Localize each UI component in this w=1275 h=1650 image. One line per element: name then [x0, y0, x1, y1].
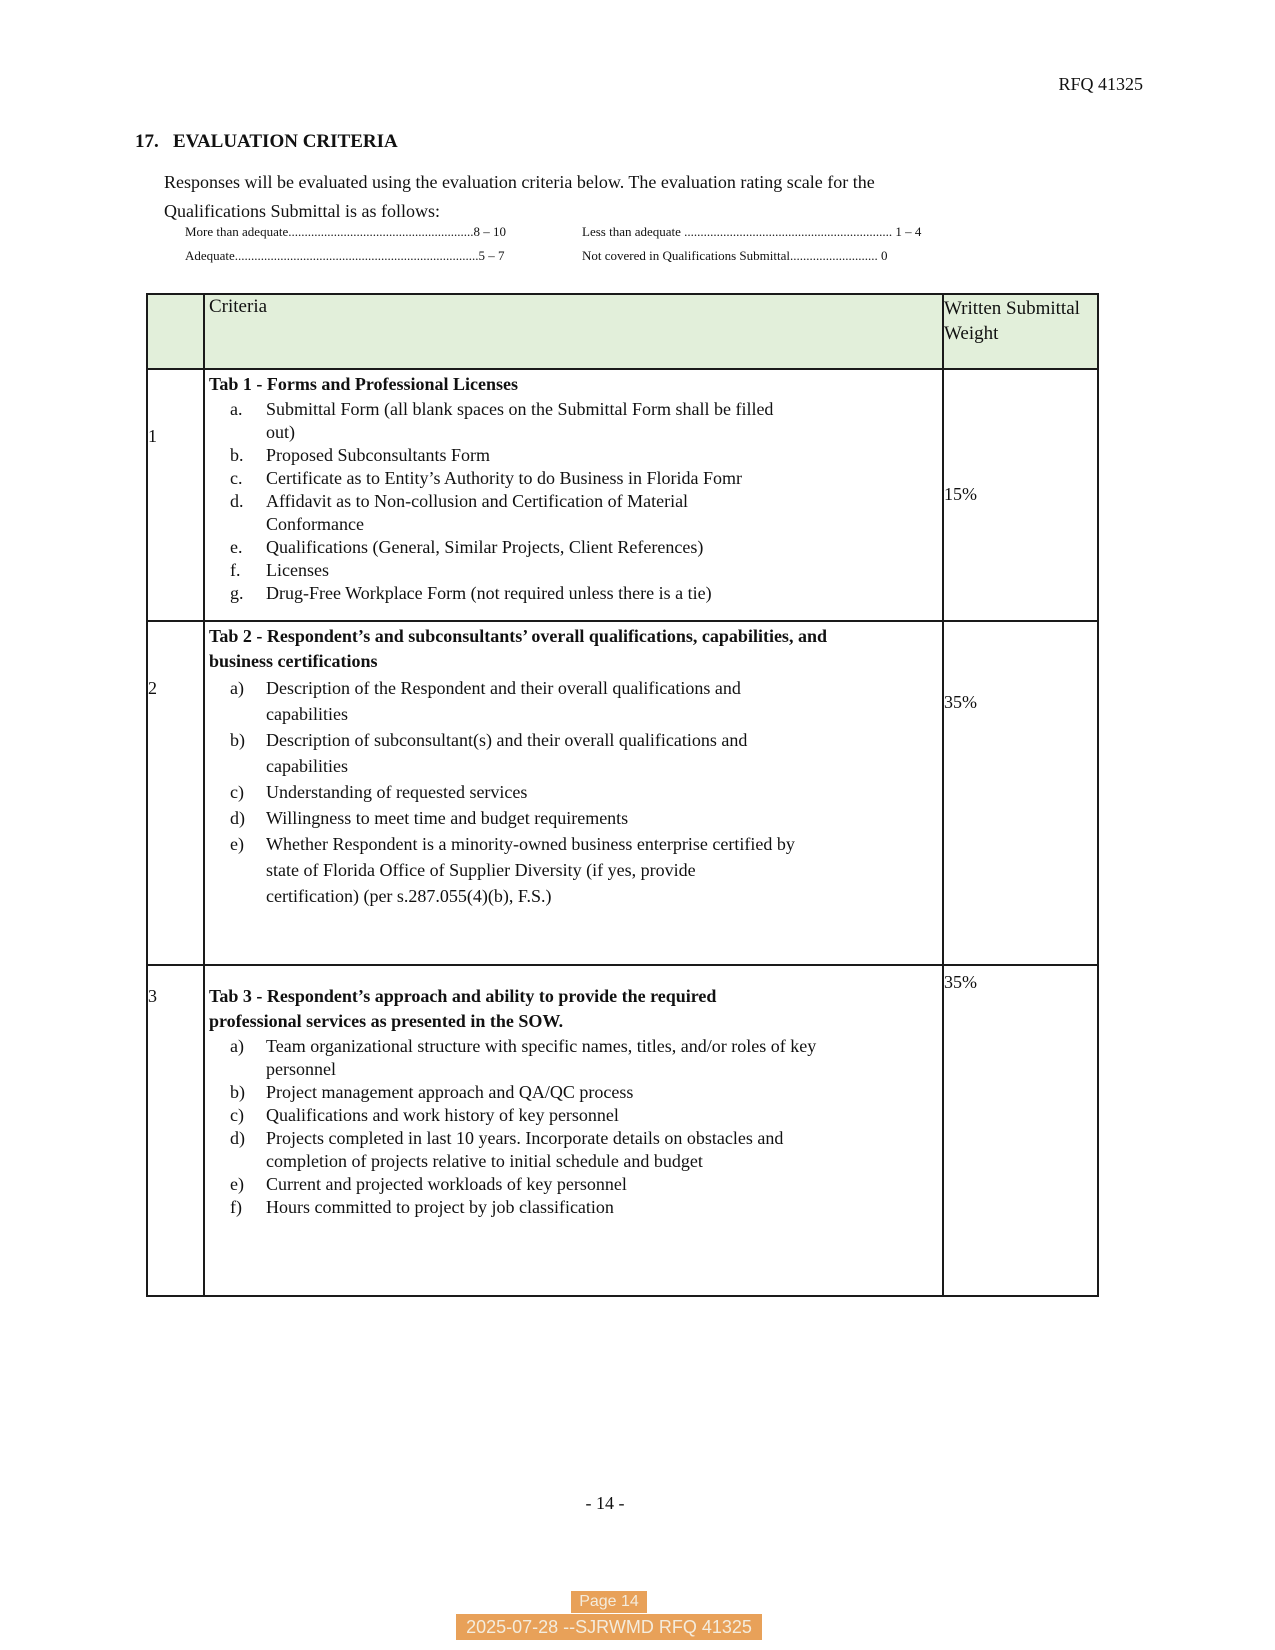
row-criteria: [204, 621, 943, 965]
badge-page-label: Page 14: [571, 1591, 647, 1613]
item-text: Conformance: [266, 514, 364, 534]
section-heading: [135, 131, 398, 153]
item-text: Submittal Form (all blank spaces on the Submittal Form shall be filled: [266, 399, 774, 419]
item-text: Understanding of requested services: [266, 782, 528, 802]
list-item: [209, 444, 936, 467]
list-item: [209, 536, 936, 559]
item-marker: f.: [230, 560, 241, 580]
tab-title: Tab 3 - Respondent’s approach and ability to provide the required professional services as presented in the SOW.: [209, 986, 717, 1031]
evaluation-criteria-table: [146, 293, 1099, 1297]
item-text: out): [266, 422, 295, 442]
section-title: EVALUATION CRITERIA: [173, 131, 398, 152]
item-text: Proposed Subconsultants Form: [266, 445, 491, 465]
rating-scale-right-column: [582, 220, 952, 268]
row-criteria: [204, 369, 943, 621]
criteria-list: [209, 398, 936, 605]
item-text: Description of subconsultant(s) and their overall qualifications and: [266, 730, 748, 750]
tab-title: Tab 2 - Respondent’s and subconsultants’ overall qualifications, capabilities, and business certifications: [209, 626, 827, 671]
item-marker: c.: [230, 468, 243, 488]
item-text: Willingness to meet time and budget requirements: [266, 808, 629, 828]
row-weight: 35%: [943, 965, 1098, 1296]
item-text: capabilities: [266, 704, 348, 724]
item-text: Current and projected workloads of key personnel: [266, 1174, 627, 1194]
item-text: Description of the Respondent and their overall qualifications and: [266, 678, 741, 698]
scale-line: Adequate...........................................................................5 – 7: [185, 248, 505, 263]
list-item: [209, 467, 936, 490]
item-text: Projects completed in last 10 years. Incorporate details on obstacles and: [266, 1128, 784, 1148]
list-item: [209, 805, 936, 831]
item-marker: d.: [230, 491, 244, 511]
doc-reference: RFQ 41325: [1058, 74, 1143, 94]
row-number: 3: [147, 965, 204, 1296]
page-number: - 14 -: [585, 1493, 625, 1513]
table-header-row: [147, 294, 1098, 369]
item-marker: a.: [230, 399, 243, 419]
header-criteria-cell: Criteria: [204, 294, 943, 369]
list-item: [209, 1104, 936, 1127]
row-criteria: [204, 965, 943, 1296]
item-text: Drug-Free Workplace Form (not required unless there is a tie): [266, 583, 712, 603]
criteria-list: [209, 1035, 936, 1219]
item-text: personnel: [266, 1059, 336, 1079]
item-text: Team organizational structure with specific names, titles, and/or roles of key: [266, 1036, 817, 1056]
list-item: [209, 1035, 936, 1081]
table-row: [147, 965, 1098, 1296]
section-number: 17.: [135, 131, 159, 152]
list-item: [209, 727, 936, 779]
item-marker: c): [230, 1105, 244, 1125]
item-marker: b.: [230, 445, 244, 465]
list-item: [209, 1173, 936, 1196]
list-item: [209, 559, 936, 582]
item-marker: c): [230, 782, 244, 802]
criteria-list: [209, 675, 936, 909]
intro-line: Qualifications Submittal is as follows:: [164, 201, 440, 221]
item-marker: b): [230, 730, 245, 750]
scale-line: More than adequate.........................................................8 – 10: [185, 224, 506, 239]
scale-line: Not covered in Qualifications Submittal........................... 0: [582, 248, 888, 263]
item-text: Qualifications (General, Similar Projects, Client References): [266, 537, 704, 557]
item-text: Certificate as to Entity’s Authority to do Business in Florida Fomr: [266, 468, 742, 488]
item-marker: e.: [230, 537, 243, 557]
list-item: [209, 779, 936, 805]
list-item: [209, 398, 936, 444]
list-item: [209, 675, 936, 727]
item-marker: f): [230, 1197, 242, 1217]
row-weight: 35%: [943, 621, 1098, 965]
tab-title: Tab 1 - Forms and Professional Licenses: [209, 374, 519, 394]
row-weight: 15%: [943, 369, 1098, 621]
item-text: completion of projects relative to initial schedule and budget: [266, 1151, 703, 1171]
rating-scale-left-column: [185, 220, 582, 268]
intro-line: Responses will be evaluated using the evaluation criteria below. The evaluation rating scale for the: [164, 172, 875, 192]
list-item: [209, 831, 936, 909]
footer-badge: [0, 1591, 1218, 1640]
list-item: [209, 1196, 936, 1219]
list-item: [209, 582, 936, 605]
badge-doc-label: 2025-07-28 --SJRWMD RFQ 41325: [456, 1614, 762, 1640]
item-marker: b): [230, 1082, 245, 1102]
item-text: certification) (per s.287.055(4)(b), F.S.): [266, 886, 552, 906]
table-row: [147, 621, 1098, 965]
item-marker: e): [230, 1174, 244, 1194]
header-weight-cell: Written Submittal Weight: [943, 294, 1098, 369]
row-number: 1: [147, 369, 204, 621]
list-item: [209, 1081, 936, 1104]
list-item: [209, 1127, 936, 1173]
list-item: [209, 490, 936, 536]
item-text: state of Florida Office of Supplier Diversity (if yes, provide: [266, 860, 696, 880]
item-text: Hours committed to project by job classification: [266, 1197, 614, 1217]
item-marker: d): [230, 808, 245, 828]
item-text: Affidavit as to Non-collusion and Certification of Material: [266, 491, 689, 511]
item-marker: g.: [230, 583, 244, 603]
item-marker: a): [230, 1036, 244, 1056]
rating-scale: [185, 220, 952, 268]
item-marker: e): [230, 834, 244, 854]
item-text: capabilities: [266, 756, 348, 776]
table-row: [147, 369, 1098, 621]
row-number: 2: [147, 621, 204, 965]
item-text: Project management approach and QA/QC process: [266, 1082, 634, 1102]
item-text: Licenses: [266, 560, 329, 580]
intro-paragraph: [164, 168, 1064, 226]
item-marker: a): [230, 678, 244, 698]
item-text: Whether Respondent is a minority-owned business enterprise certified by: [266, 834, 795, 854]
item-marker: d): [230, 1128, 245, 1148]
scale-line: Less than adequate ................................................................ 1 – 4: [582, 224, 922, 239]
item-text: Qualifications and work history of key personnel: [266, 1105, 619, 1125]
header-number-cell: [147, 294, 204, 369]
